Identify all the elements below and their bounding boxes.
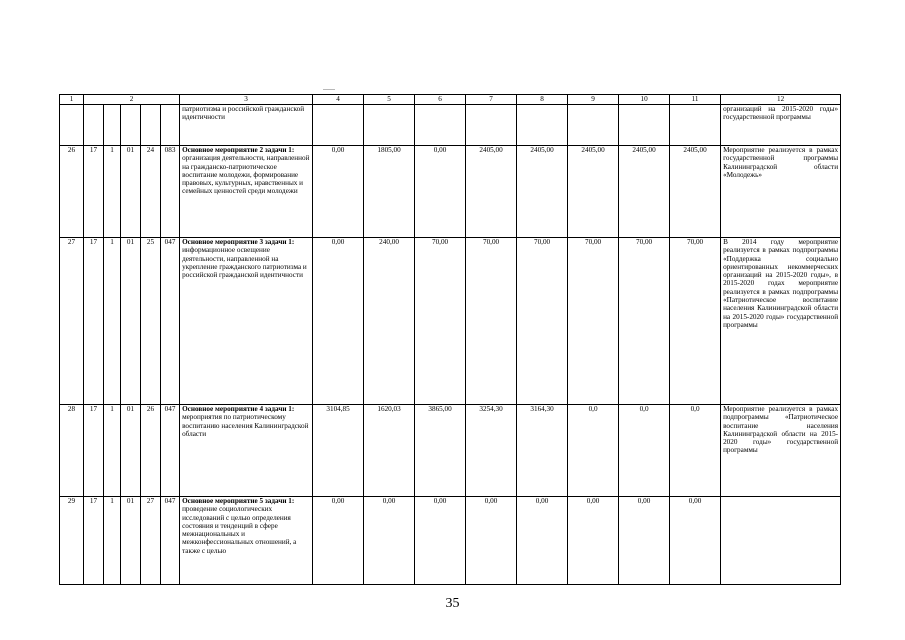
code-cell	[161, 105, 180, 146]
header-cell: 2	[84, 95, 180, 105]
code-cell: 047	[161, 497, 180, 585]
code-cell: 1	[104, 146, 121, 238]
code-cell: 17	[84, 238, 104, 405]
value-cell	[619, 105, 670, 146]
table-header-row	[60, 95, 841, 105]
value-cell: 0,00	[313, 238, 364, 405]
code-cell: 01	[121, 405, 141, 497]
header-cell: 4	[313, 95, 364, 105]
note-cell: В 2014 году мероприятие реализуется в рамках подпрограммы «Поддержка социально ориентированных некоммерческих организаций на 2015-2020 годы», в 2015-2020 годах мероприятие реализуется в рамках подпрограммы «Патриотическое воспитание населения Калининградской области на 2015-2020 годы» государственной программы	[721, 238, 841, 405]
page-number: 35	[445, 596, 460, 611]
row-number: 29	[60, 497, 84, 585]
value-cell: 0,00	[415, 146, 466, 238]
header-cell: 1	[60, 95, 84, 105]
code-cell: 01	[121, 146, 141, 238]
table-row	[60, 146, 841, 238]
scan-mark	[323, 89, 335, 90]
value-cell: 70,00	[415, 238, 466, 405]
table-row	[60, 497, 841, 585]
value-cell: 70,00	[670, 238, 721, 405]
header-cell: 5	[364, 95, 415, 105]
value-cell: 3164,30	[517, 405, 568, 497]
value-cell	[415, 105, 466, 146]
value-cell: 3865,00	[415, 405, 466, 497]
row-number	[60, 105, 84, 146]
program-table	[59, 94, 841, 585]
activity-text: мероприятия по патриотическому воспитанию населения Калининградской области	[182, 413, 309, 438]
value-cell: 2405,00	[670, 146, 721, 238]
activity-text: проведение социологических исследований с целью определения состояния и тенденций в сфере межнациональных и межконфессиональных отношений, а также с целью	[182, 505, 297, 555]
note-cell: Мероприятие реализуется в рамках подпрограммы «Патриотическое воспитание населения Калининградской области на 2015-2020 годы» государственной программы	[721, 405, 841, 497]
activity-title: Основное мероприятие 5 задачи 1:	[182, 497, 295, 505]
header-cell: 10	[619, 95, 670, 105]
activity-text: информационное освещение деятельности, направленной на укрепление гражданского патриотизма и российской гражданской идентичности	[182, 246, 307, 280]
code-cell: 083	[161, 146, 180, 238]
table-row	[60, 238, 841, 405]
activity-cell	[180, 105, 313, 146]
note-cell: организаций на 2015-2020 годы» государственной программы	[721, 105, 841, 146]
code-cell: 1	[104, 497, 121, 585]
code-cell: 1	[104, 405, 121, 497]
activity-text: патриотизма и российской гражданской идентичности	[182, 105, 305, 122]
note-cell: Мероприятие реализуется в рамках государственной программы Калининградской области «Молодежь»	[721, 146, 841, 238]
value-cell: 0,00	[364, 497, 415, 585]
value-cell: 2405,00	[568, 146, 619, 238]
header-cell: 8	[517, 95, 568, 105]
header-cell: 7	[466, 95, 517, 105]
value-cell: 0,00	[313, 146, 364, 238]
code-cell: 17	[84, 497, 104, 585]
code-cell: 01	[121, 238, 141, 405]
value-cell: 2405,00	[517, 146, 568, 238]
value-cell: 2405,00	[619, 146, 670, 238]
code-cell	[121, 105, 141, 146]
row-number: 28	[60, 405, 84, 497]
code-cell: 25	[141, 238, 161, 405]
code-cell: 17	[84, 405, 104, 497]
value-cell: 70,00	[466, 238, 517, 405]
value-cell	[517, 105, 568, 146]
row-number: 27	[60, 238, 84, 405]
code-cell	[104, 105, 121, 146]
code-cell: 24	[141, 146, 161, 238]
value-cell: 70,00	[517, 238, 568, 405]
header-cell: 12	[721, 95, 841, 105]
value-cell: 2405,00	[466, 146, 517, 238]
value-cell: 0,00	[415, 497, 466, 585]
header-cell: 11	[670, 95, 721, 105]
header-cell: 3	[180, 95, 313, 105]
value-cell	[313, 105, 364, 146]
activity-cell	[180, 497, 313, 585]
code-cell: 26	[141, 405, 161, 497]
code-cell: 27	[141, 497, 161, 585]
activity-text: организация деятельности, направленной на гражданско-патриотическое воспитание молодежи, формирование правовых, культурных, нравственных и семейных ценностей среди молодежи	[182, 154, 310, 196]
value-cell: 3104,85	[313, 405, 364, 497]
note-cell	[721, 497, 841, 585]
value-cell: 1620,03	[364, 405, 415, 497]
code-cell	[84, 105, 104, 146]
value-cell: 0,0	[619, 405, 670, 497]
value-cell: 0,0	[670, 405, 721, 497]
value-cell	[466, 105, 517, 146]
row-number: 26	[60, 146, 84, 238]
value-cell: 0,00	[466, 497, 517, 585]
code-cell: 01	[121, 497, 141, 585]
activity-title: Основное мероприятие 2 задачи 1:	[182, 146, 295, 154]
code-cell	[141, 105, 161, 146]
code-cell: 1	[104, 238, 121, 405]
value-cell	[364, 105, 415, 146]
value-cell	[568, 105, 619, 146]
value-cell: 0,00	[670, 497, 721, 585]
activity-title: Основное мероприятие 4 задачи 1:	[182, 405, 295, 413]
activity-cell	[180, 405, 313, 497]
code-cell: 047	[161, 405, 180, 497]
table-row	[60, 405, 841, 497]
activity-cell	[180, 238, 313, 405]
activity-title: Основное мероприятие 3 задачи 1:	[182, 238, 295, 246]
code-cell: 17	[84, 146, 104, 238]
header-cell: 6	[415, 95, 466, 105]
value-cell: 70,00	[568, 238, 619, 405]
code-cell: 047	[161, 238, 180, 405]
value-cell	[670, 105, 721, 146]
value-cell: 0,00	[568, 497, 619, 585]
value-cell: 3254,30	[466, 405, 517, 497]
value-cell: 0,00	[313, 497, 364, 585]
value-cell: 0,00	[619, 497, 670, 585]
value-cell: 0,0	[568, 405, 619, 497]
value-cell: 240,00	[364, 238, 415, 405]
table-row	[60, 105, 841, 146]
header-cell: 9	[568, 95, 619, 105]
activity-cell	[180, 146, 313, 238]
value-cell: 1805,00	[364, 146, 415, 238]
value-cell: 70,00	[619, 238, 670, 405]
value-cell: 0,00	[517, 497, 568, 585]
